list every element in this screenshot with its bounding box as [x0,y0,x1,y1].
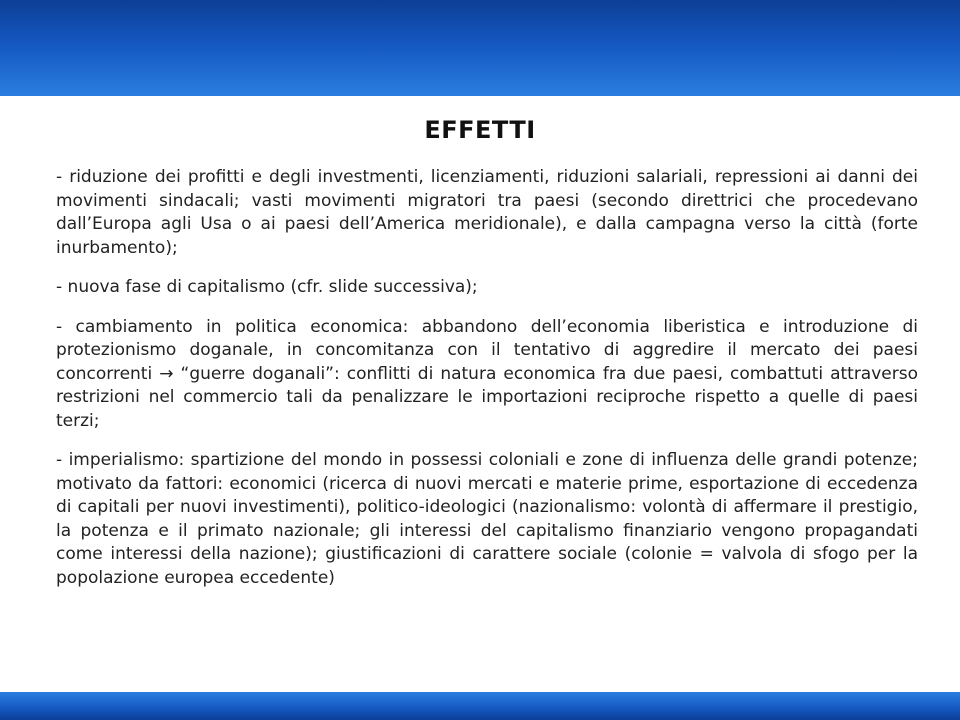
paragraph-effects-economic: - riduzione dei profitti e degli investmenti, licenziamenti, riduzioni salariali, repressioni ai danni dei movimenti sindacali; vasti movimenti migratori tra paesi (secondo direttrici che procedevano dall’Europa agli Usa o ai paesi dell’America meridionale), e dalla campagna verso la città (forte inurbamento); [56,167,918,258]
header-band [0,0,960,96]
slide-body [56,166,918,606]
slide-title: EFFETTI [424,116,536,144]
paragraph-imperialism: - imperialismo: spartizione del mondo in possessi coloniali e zone di influenza delle grandi potenze; motivato da fattori: economici (ricerca di nuovi mercati e materie prime, esportazione di eccedenza di capitali per nuovi investimenti), politico-ideologici (nazionalismo: volontà di affermare il prestigio, la potenza e il primato nazionale; gli interessi del capitalismo finanziario vengono propagandati come interessi della nazione); giustificazioni di carattere sociale (colonie = valvola di sfogo per la popolazione europea eccedente) [56,450,918,588]
footer-band [0,692,960,720]
paragraph-protectionism: - cambiamento in politica economica: abbandono dell’economia liberistica e introduzione di protezionismo doganale, in concomitanza con il tentativo di aggredire il mercato dei paesi concorrenti → “guerre doganali”: conflitti di natura economica fra due paesi, combattuti attraverso restrizioni nel commercio tali da penalizzare le importazioni reciproche rispetto a quelle di paesi terzi; [56,316,918,431]
paragraph-capitalism: - nuova fase di capitalismo (cfr. slide successiva); [56,277,478,297]
